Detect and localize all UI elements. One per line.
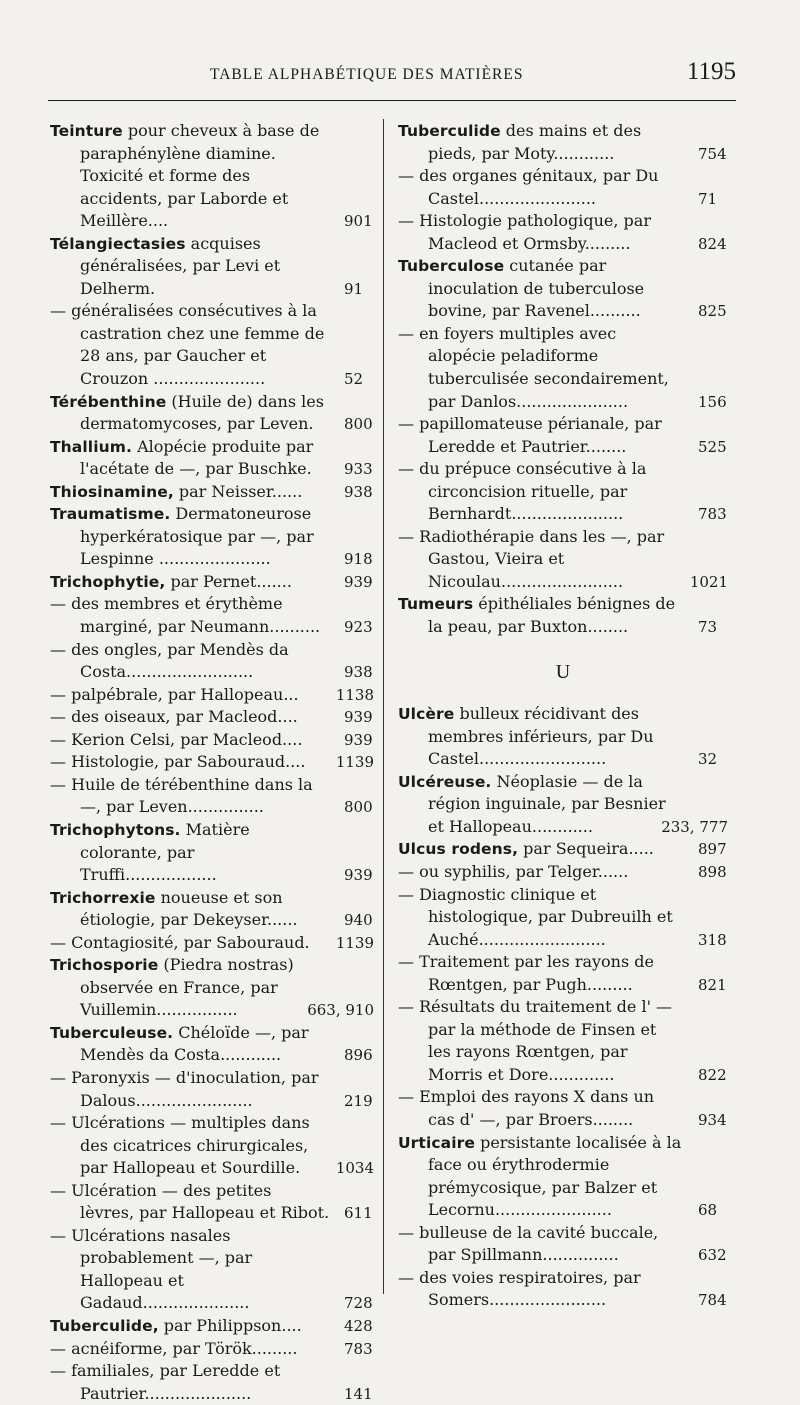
entry-term: Tuberculide bbox=[398, 122, 501, 140]
entry-page-number: 663, 910 bbox=[307, 1001, 374, 1020]
entry-text: cutanée par inoculation de tuberculose bovine, par Ravenel.......... bbox=[428, 256, 645, 321]
entry-term: Télangiectasies bbox=[50, 234, 186, 253]
entry-text: — des voies respiratoires, par Somers....................... bbox=[398, 1267, 641, 1310]
entry-text: par Philippson.... bbox=[158, 1315, 302, 1335]
entry-term: Thiosinamine, bbox=[50, 482, 174, 501]
entry-text: — Huile de térébenthine dans la —, par Leven............... bbox=[50, 774, 313, 817]
entry-text: — Ulcérations — multiples dans des cicatrices chirurgicales, par Hallopeau et Sourdille. bbox=[50, 1113, 310, 1178]
index-entry: — des ongles, par Mendès da Costa......................... 938 bbox=[50, 639, 373, 682]
index-entry: Thallium. Alopécie produite par l'acétate de —, par Buschke. 933 bbox=[50, 436, 373, 479]
entry-text: par Pernet....... bbox=[165, 571, 292, 591]
entry-page-number: 1034 bbox=[335, 1159, 374, 1178]
entry-text: — Contagiosité, par Sabouraud. bbox=[50, 932, 310, 952]
entry-text: des mains et des pieds, par Moty............ bbox=[428, 121, 642, 163]
entry-text: — Résultats du traitement de l' — par la méthode de Finsen et les rayons Rœntgen, par Morris et Dore............. bbox=[398, 997, 673, 1084]
entry-text: (Huile de) dans les dermatomycoses, par Leven. bbox=[80, 391, 324, 434]
index-entry bbox=[398, 526, 728, 594]
entry-page-number: 1139 bbox=[335, 753, 374, 772]
entry-text: — familiales, par Leredde et Pautrier..................... bbox=[50, 1361, 281, 1403]
index-entry: — généralisées consécutives à la castration chez une femme de 28 ans, par Gaucher et Crouzon ...................... 52 bbox=[50, 301, 364, 389]
index-entry: Tuberculose cutanée par inoculation de tuberculose bovine, par Ravenel.......... 825 bbox=[398, 256, 727, 321]
entry-text: par Neisser...... bbox=[173, 481, 303, 501]
index-entry: — Ulcérations nasales probablement —, par Hallopeau et Gadaud..................... 728 bbox=[50, 1225, 373, 1313]
index-entry: Tuberculeuse. Chéloïde —, par Mendès da Costa............ 896 bbox=[50, 1022, 373, 1065]
entry-term: Trichorrexie bbox=[50, 888, 156, 907]
entry-term: Ulcère bbox=[398, 705, 455, 724]
entry-term: Urticaire bbox=[398, 1133, 475, 1152]
entry-text: Néoplasie — de la région inguinale, par Besnier et Hallopeau............ bbox=[428, 771, 666, 836]
entry-text: — acnéiforme, par Török......... bbox=[50, 1338, 298, 1358]
index-entry: Tumeurs épithéliales bénignes de la peau, par Buxton........ 73 bbox=[398, 594, 718, 637]
index-entry: — familiales, par Leredde et Pautrier..................... 141 bbox=[50, 1361, 373, 1403]
index-entry: Ulcus rodens, par Sequeira..... 897 bbox=[398, 839, 727, 859]
index-entry: Télangiectasies acquises généralisées, par Levi et Delherm. 91 bbox=[50, 233, 364, 298]
entry-text: — des oiseaux, par Macleod.... bbox=[50, 707, 298, 727]
index-entry: Trichophytons. Matière colorante, par Truffi.................. 939 bbox=[50, 819, 373, 885]
index-entry: — des organes génitaux, par Du Castel....................... 71 bbox=[398, 166, 718, 208]
index-entry: — en foyers multiples avec alopécie peladiforme tuberculisée secondairement, par Danlos...................... 156 bbox=[398, 323, 727, 411]
entry-term: Thallium. bbox=[50, 437, 132, 456]
index-entry: — des voies respiratoires, par Somers....................... 784 bbox=[398, 1267, 727, 1310]
index-entry bbox=[50, 751, 374, 774]
index-entry bbox=[50, 954, 374, 1022]
entry-text: acquises généralisées, par Levi et Delherm. bbox=[80, 233, 281, 298]
entry-text: Dermatoneurose hyperkératosique par —, par Lespinne ...................... bbox=[80, 504, 314, 569]
entry-term: Trichophytons. bbox=[50, 820, 181, 839]
entry-text: — Paronyxis — d'inoculation, par Dalous....................... bbox=[50, 1067, 319, 1110]
entry-text: — des membres et érythème marginé, par Neumann.......... bbox=[50, 594, 321, 637]
entry-text: pour cheveux à base de paraphénylène diamine. Toxicité et forme des accidents, par Laborde et Meillère.... bbox=[80, 121, 320, 231]
index-entry bbox=[50, 932, 374, 955]
entry-text: Matière colorante, par Truffi.................. bbox=[80, 819, 250, 885]
entry-page-number: 1139 bbox=[335, 933, 374, 952]
index-entry: — Traitement par les rayons de Rœntgen, par Pugh......... 821 bbox=[398, 952, 727, 994]
entry-text: — ou syphilis, par Telger...... bbox=[398, 861, 629, 881]
index-entry: — Diagnostic clinique et histologique, par Dubreuilh et Auché......................... 318 bbox=[398, 884, 727, 949]
entry-text: noueuse et son étiologie, par Dekeyser...... bbox=[80, 887, 298, 930]
index-entry: — ou syphilis, par Telger...... 898 bbox=[398, 861, 727, 881]
entry-text: — bulleuse de la cavité buccale, par Spillmann............... bbox=[398, 1222, 659, 1265]
index-entry: — Emploi des rayons X dans un cas d' —, par Broers........ 934 bbox=[398, 1087, 727, 1129]
index-entry: — des membres et érythème marginé, par Neumann.......... 923 bbox=[50, 594, 373, 637]
entry-text: persistante localisée à la face ou érythrodermie prémycosique, par Balzer et Lecornu....................... bbox=[428, 1132, 682, 1220]
index-entry: — du prépuce consécutive à la circoncision rituelle, par Bernhardt...................... 783 bbox=[398, 459, 727, 524]
entry-term: Tuberculeuse. bbox=[50, 1023, 174, 1042]
entry-text: bulleux récidivant des membres inférieurs, par Du Castel......................... bbox=[428, 704, 654, 769]
left-column bbox=[50, 120, 374, 1405]
index-entry: — Huile de térébenthine dans la —, par Leven............... 800 bbox=[50, 774, 373, 817]
entry-term: Térébenthine bbox=[50, 392, 167, 411]
entry-text: — des ongles, par Mendès da Costa......................... bbox=[50, 639, 289, 682]
entry-text: — Traitement par les rayons de Rœntgen, par Pugh......... bbox=[398, 952, 654, 994]
index-entry: — Kerion Celsi, par Macleod.... 939 bbox=[50, 729, 373, 749]
running-title: TABLE ALPHABÉTIQUE DES MATIÈRES bbox=[210, 66, 524, 83]
index-entry: — Résultats du traitement de l' — par la méthode de Finsen et les rayons Rœntgen, par Morris et Dore............. 822 bbox=[398, 997, 727, 1084]
entry-page-number: 1138 bbox=[335, 685, 374, 704]
entry-text: — Ulcérations nasales probablement —, par Hallopeau et Gadaud..................... bbox=[50, 1225, 253, 1313]
entry-text: Alopécie produite par l'acétate de —, par Buschke. bbox=[80, 436, 314, 479]
entry-text: — généralisées consécutives à la castration chez une femme de 28 ans, par Gaucher et Crouzon ...................... bbox=[50, 301, 325, 389]
header-rule bbox=[48, 100, 736, 101]
column-divider bbox=[383, 119, 384, 1294]
index-entry: — acnéiforme, par Török......... 783 bbox=[50, 1338, 373, 1358]
entry-text: Chéloïde —, par Mendès da Costa............ bbox=[80, 1022, 309, 1065]
entry-term: Tuberculose bbox=[398, 257, 505, 276]
entry-term: Trichosporie bbox=[50, 956, 159, 975]
entry-text: — Kerion Celsi, par Macleod.... bbox=[50, 729, 303, 749]
index-entry bbox=[50, 684, 374, 707]
index-entry: — Ulcération — des petites lèvres, par Hallopeau et Ribot. 611 bbox=[50, 1180, 373, 1223]
index-entry: Traumatisme. Dermatoneurose hyperkératosique par —, par Lespinne ...................... 918 bbox=[50, 504, 373, 569]
entry-page-number: 1021 bbox=[689, 572, 728, 591]
entry-term: Traumatisme. bbox=[50, 505, 171, 524]
index-entry: Ulcère bulleux récidivant des membres inférieurs, par Du Castel......................... 32 bbox=[398, 704, 718, 769]
index-entry: Tuberculide, par Philippson.... 428 bbox=[50, 1315, 373, 1335]
entry-text: (Piedra nostras) observée en France, par Vuillemin................ bbox=[80, 955, 294, 1020]
entry-text: — Radiothérapie dans les —, par Gastou, Vieira et Nicoulau........................ bbox=[398, 526, 665, 591]
index-entry: — des oiseaux, par Macleod.... 939 bbox=[50, 707, 373, 727]
right-column-t-entries bbox=[398, 120, 728, 639]
page-header bbox=[48, 58, 736, 92]
right-column bbox=[398, 120, 728, 1312]
entry-term: Tumeurs bbox=[398, 595, 474, 614]
entry-text: — Emploi des rayons X dans un cas d' —, par Broers........ bbox=[398, 1087, 655, 1129]
entry-term: Trichophytie, bbox=[50, 572, 166, 591]
entry-text: épithéliales bénignes de la peau, par Buxton........ bbox=[428, 594, 676, 637]
section-letter-u: U bbox=[555, 660, 571, 683]
index-entry: Urticaire persistante localisée à la face ou érythrodermie prémycosique, par Balzer et Lecornu....................... 68 bbox=[398, 1132, 718, 1220]
entry-text: — Diagnostic clinique et histologique, par Dubreuilh et Auché......................... bbox=[398, 884, 673, 949]
entry-page-number: 233, 777 bbox=[661, 817, 728, 836]
entry-term: Ulcéreuse. bbox=[398, 772, 492, 791]
entry-text: par Sequeira..... bbox=[518, 839, 654, 859]
index-entry: — Histologie pathologique, par Macleod et Ormsby......... 824 bbox=[398, 211, 727, 253]
entry-text: — papillomateuse périanale, par Leredde et Pautrier........ bbox=[398, 414, 662, 456]
index-entry: — bulleuse de la cavité buccale, par Spillmann............... 632 bbox=[398, 1222, 727, 1265]
index-entry: Térébenthine (Huile de) dans les dermatomycoses, par Leven. 800 bbox=[50, 391, 373, 434]
right-column-u-entries bbox=[398, 703, 728, 1312]
page-number: 1195 bbox=[686, 58, 736, 85]
index-entry bbox=[398, 771, 728, 839]
index-entry: Trichophytie, par Pernet....... 939 bbox=[50, 571, 373, 591]
entry-text: — Histologie, par Sabouraud.... bbox=[50, 752, 306, 772]
index-entry: Teinture pour cheveux à base de paraphénylène diamine. Toxicité et forme des accidents, par Laborde et Meillère.... 901 bbox=[50, 121, 373, 231]
index-entry: Thiosinamine, par Neisser...... 938 bbox=[50, 481, 373, 501]
entry-term: Teinture bbox=[50, 122, 123, 140]
index-entry: — Paronyxis — d'inoculation, par Dalous....................... 219 bbox=[50, 1067, 373, 1110]
entry-term: Ulcus rodens, bbox=[398, 840, 519, 859]
entry-text: — en foyers multiples avec alopécie peladiforme tuberculisée secondairement, par Danlos...................... bbox=[398, 323, 669, 411]
entry-text: — du prépuce consécutive à la circoncision rituelle, par Bernhardt...................... bbox=[398, 459, 647, 524]
entry-text: — Ulcération — des petites lèvres, par Hallopeau et Ribot. bbox=[50, 1180, 330, 1223]
entry-text: — palpébrale, par Hallopeau... bbox=[50, 684, 299, 704]
index-entry: — papillomateuse périanale, par Leredde et Pautrier........ 525 bbox=[398, 414, 727, 456]
index-entry: Trichorrexie noueuse et son étiologie, par Dekeyser...... 940 bbox=[50, 887, 373, 930]
entry-text: — Histologie pathologique, par Macleod et Ormsby......... bbox=[398, 211, 651, 253]
index-entry bbox=[50, 1112, 374, 1180]
entry-term: Tuberculide, bbox=[50, 1316, 159, 1335]
entry-text: — des organes génitaux, par Du Castel....................... bbox=[398, 166, 659, 208]
index-entry: Tuberculide des mains et des pieds, par Moty............ 754 bbox=[398, 121, 727, 163]
